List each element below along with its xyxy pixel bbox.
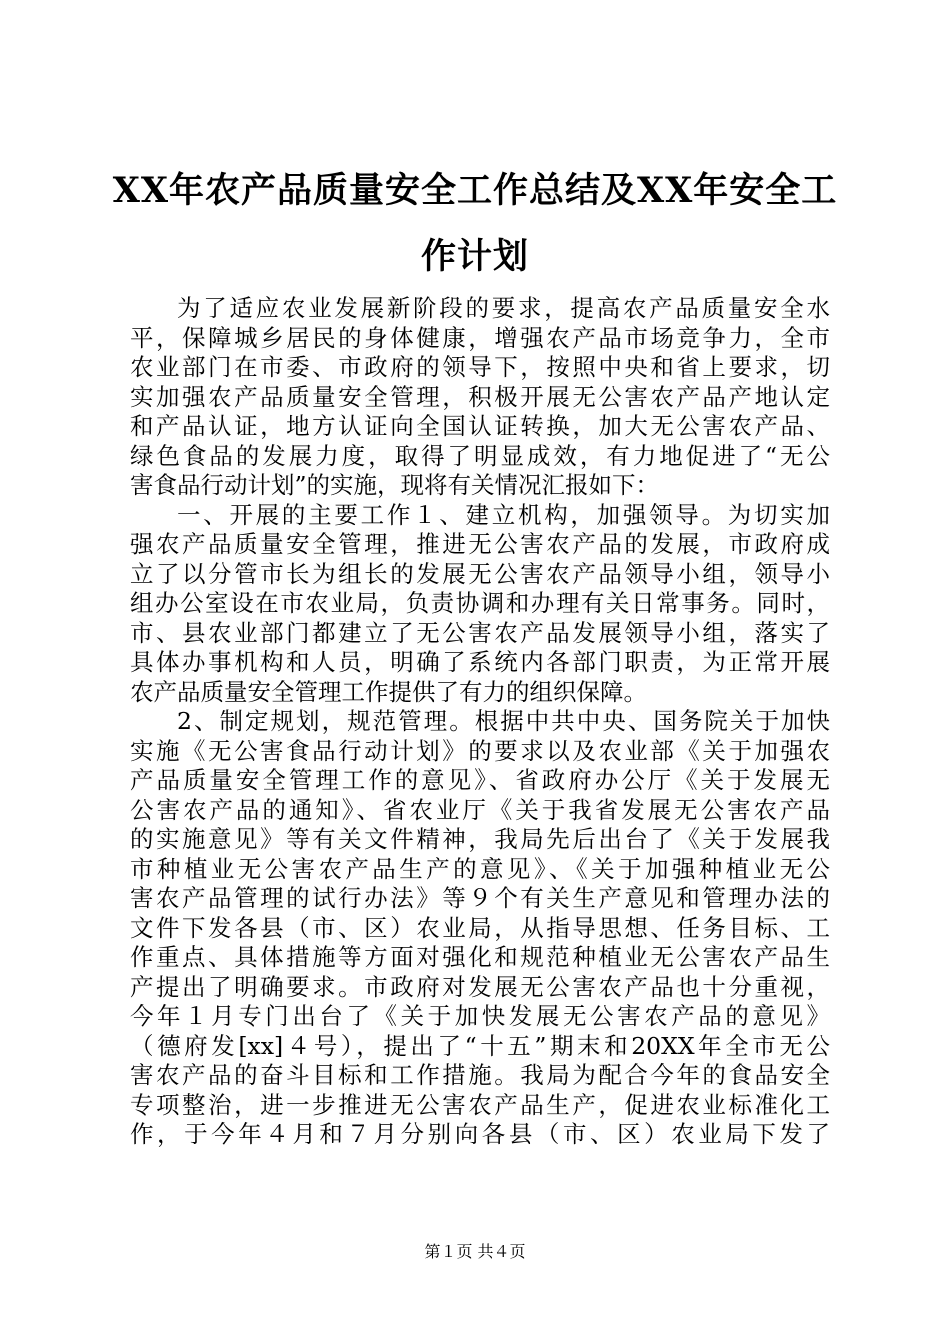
text-line: 害农产品的奋斗目标和工作措施。我局为配合今年的食品安全 bbox=[130, 1061, 830, 1089]
text-line: 作，于今年４月和７月分别向各县（市、区）农业局下发了 bbox=[130, 1120, 830, 1148]
text-line: 产提出了明确要求。市政府对发展无公害农产品也十分重视， bbox=[130, 972, 830, 1001]
text-line: 2、制定规划，规范管理。根据中共中央、国务院关于加快 bbox=[177, 707, 830, 735]
document-title bbox=[100, 158, 850, 290]
text-line: 具体办事机构和人员，明确了系统内各部门职责，为正常开展 bbox=[130, 648, 830, 676]
text-line: 专项整治，进一步推进无公害农产品生产，促进农业标准化工 bbox=[130, 1090, 830, 1119]
text-line: 立了以分管市长为组长的发展无公害农产品领导小组，领导小 bbox=[130, 559, 830, 588]
text-line: 农产品质量安全管理工作提供了有力的组织保障。 bbox=[130, 677, 647, 706]
text-line: 绿色食品的发展力度，取得了明显成效，有力地促进了“无公 bbox=[130, 441, 830, 470]
text-line: 实加强农产品质量安全管理，积极开展无公害农产品产地认定 bbox=[130, 382, 830, 411]
text-line: 害食品行动计划”的实施，现将有关情况汇报如下： bbox=[130, 471, 660, 499]
title-line-1: XX年农产品质量安全工作总结及XX年安全工 bbox=[112, 170, 838, 211]
text-line: 一、开展的主要工作１、建立机构，加强领导。为切实加 bbox=[177, 500, 830, 529]
text-line: 为了适应农业发展新阶段的要求，提高农产品质量安全水 bbox=[177, 294, 830, 322]
page-footer: 第１页 共４页 bbox=[424, 1242, 526, 1261]
text-line: 作重点、具体措施等方面对强化和规范种植业无公害农产品生 bbox=[130, 943, 830, 971]
text-line: （德府发[xx]４号），提出了“十五”期末和20XX年全市无公 bbox=[130, 1031, 830, 1060]
text-line: 的实施意见》等有关文件精神，我局先后出台了《关于发展我 bbox=[130, 825, 830, 853]
title-line-2: 作计划 bbox=[420, 236, 529, 277]
text-line: 和产品认证，地方认证向全国认证转换，加大无公害农产品、 bbox=[130, 412, 830, 440]
text-line: 实施《无公害食品行动计划》的要求以及农业部《关于加强农 bbox=[130, 736, 830, 765]
text-line: 农业部门在市委、市政府的领导下，按照中央和省上要求，切 bbox=[130, 353, 830, 381]
text-line: 强农产品质量安全管理，推进无公害农产品的发展，市政府成 bbox=[130, 530, 830, 558]
text-line: 市种植业无公害农产品生产的意见》、《关于加强种植业无公 bbox=[130, 854, 830, 883]
text-line: 组办公室设在市农业局，负责协调和办理有关日常事务。同时， bbox=[130, 589, 830, 617]
text-line: 市、县农业部门都建立了无公害农产品发展领导小组，落实了 bbox=[130, 618, 830, 647]
text-line: 公害农产品的通知》、省农业厅《关于我省发展无公害农产品 bbox=[130, 795, 830, 824]
document-body bbox=[130, 294, 830, 1150]
text-line: 产品质量安全管理工作的意见》、省政府办公厅《关于发展无 bbox=[130, 766, 830, 794]
text-line: 今年１月专门出台了《关于加快发展无公害农产品的意见》 bbox=[130, 1002, 830, 1030]
text-line: 害农产品管理的试行办法》等９个有关生产意见和管理办法的 bbox=[130, 884, 830, 912]
text-line: 文件下发各县（市、区）农业局，从指导思想、任务目标、工 bbox=[130, 913, 830, 942]
text-line: 平，保障城乡居民的身体健康，增强农产品市场竞争力，全市 bbox=[130, 323, 830, 352]
